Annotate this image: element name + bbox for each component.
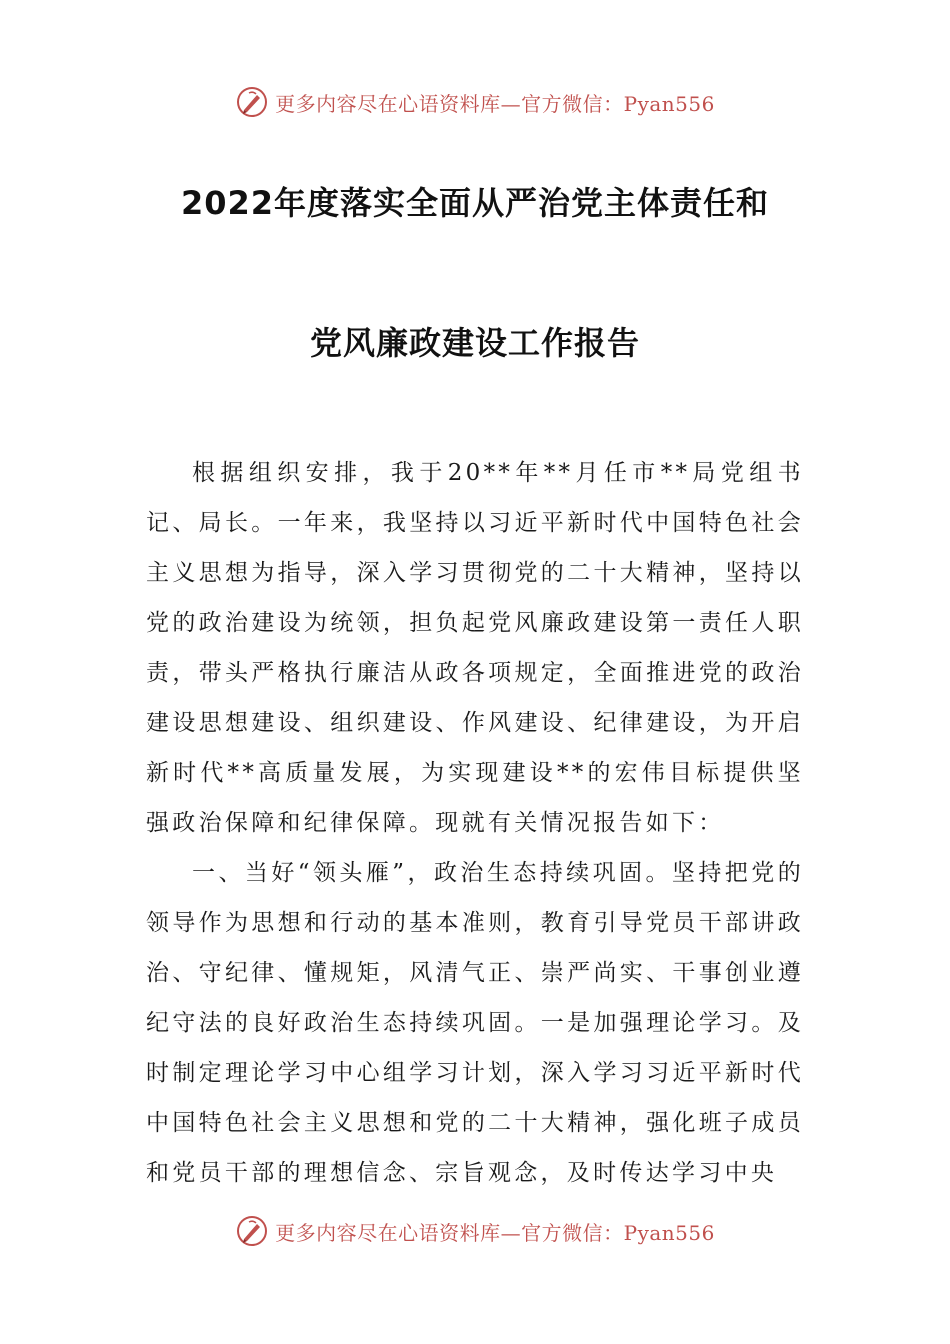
footer-watermark — [0, 1211, 950, 1251]
pen-nib-circle-logo-icon — [235, 1214, 269, 1248]
body-paragraph: 根据组织安排，我于20**年**月任市**局党组书记、局长。一年来，我坚持以习近平新时代中国特色社会主义思想为指导，深入学习贯彻党的二十大精神，坚持以党的政治建设为统领，担负起党风廉政建设第一责任人职责，带头严格执行廉洁从政各项规定，全面推进党的政治建设思想建设、组织建设、作风建设、纪律建设，为开启新时代**高质量发展，为实现建设**的宏伟目标提供坚强政治保障和纪律保障。现就有关情况报告如下： — [146, 460, 804, 836]
body-paragraph: 一、当好“领头雁”，政治生态持续巩固。坚持把党的领导作为思想和行动的基本准则，教育引导党员干部讲政治、守纪律、懂规矩，风清气正、崇严尚实、干事创业遵纪守法的良好政治生态持续巩固。一是加强理论学习。及时制定理论学习中心组学习计划，深入学习习近平新时代中国特色社会主义思想和党的二十大精神，强化班子成员和党员干部的理想信念、宗旨观念，及时传达学习中央 — [146, 860, 804, 1186]
watermark-text: 更多内容尽在心语资料库—官方微信：Pyan556 — [275, 1220, 715, 1245]
header-watermark — [0, 82, 950, 122]
document-title-line-1: 2022年度落实全面从严治党主体责任和 — [180, 184, 770, 222]
pen-nib-circle-logo-icon — [235, 85, 269, 119]
document-body — [146, 448, 804, 1198]
document-title-line-2: 党风廉政建设工作报告 — [309, 324, 640, 362]
watermark-text: 更多内容尽在心语资料库—官方微信：Pyan556 — [275, 91, 715, 116]
